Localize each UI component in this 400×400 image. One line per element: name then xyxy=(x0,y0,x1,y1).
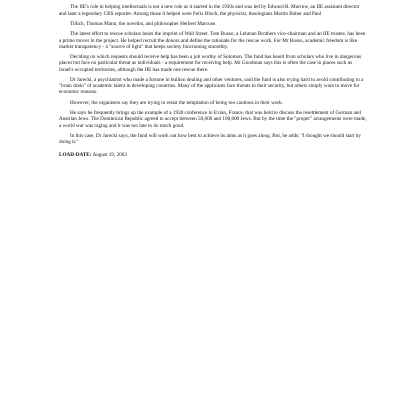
load-date-label: LOAD-DATE: xyxy=(59,151,92,158)
load-date-value: August 19, 2003 xyxy=(92,151,127,158)
article-paragraph: He says he frequently brings up the example of a 1938 conference in Evian, France, that was held to discuss the resettlement of German and Austrian Jews. The Dominican Republic agreed to accept between 50,000 and 100,000 Jews. But by the time the "proper" arrangements were made, a world war was raging and it was too late to do much good. xyxy=(59,110,367,129)
load-date xyxy=(59,152,367,158)
article-body xyxy=(59,0,367,158)
article-paragraph: Tillich, Thomas Mann, the novelist, and philosopher Herbert Marcuse. xyxy=(70,20,217,27)
article-paragraph: The latest effort to rescue scholars bears the imprint of Wall Street. Tom Russo, a Lehman Brothers vice-chairman and an IIE trustee, has been a prime mover in the project. He helped recruit the donors and define the rationale for the rescue work. For Mr Russo, academic freedom is like market transparency - a "source of light" that keeps society functioning smoothly. xyxy=(59,31,366,50)
article-paragraph: In this case, Dr Jarecki says, the fund will work out how best to achieve its aims as it goes along. But, he adds: "I thought we should start by doing it." xyxy=(59,133,361,146)
article-paragraph: However, the organisers say they are trying to resist the temptation of being too cautious in their work. xyxy=(70,99,284,106)
article-paragraph: Deciding on which requests should receive help has been a job worthy of Solomon. The fund has heard from scholars who live in dangerous places but face no particular threat as individuals - a requirement for receiving help. Mr Goodman says this is often the case in places such as Israel's occupied territories, although the IIE has made one rescue there. xyxy=(59,54,362,73)
article-paragraph: The IIE's role in helping intellectuals is not a new role as it started in the 1930s and was led by Edward R. Murrow, an IIE assistant director and later a legendary CBS reporter. Among those it helped were Felix Bloch, the physicist, theologians Martin Buber and Paul xyxy=(59,4,360,17)
article-paragraph: Dr Jarecki, a psychiatrist who made a fortune in bullion dealing and other ventures, said the fund is also trying hard to avoid contributing to a "brain drain" of academic talent in developing countries. Many of the applicants face threats to their security, but others simply want to move for economic reasons. xyxy=(59,76,364,96)
